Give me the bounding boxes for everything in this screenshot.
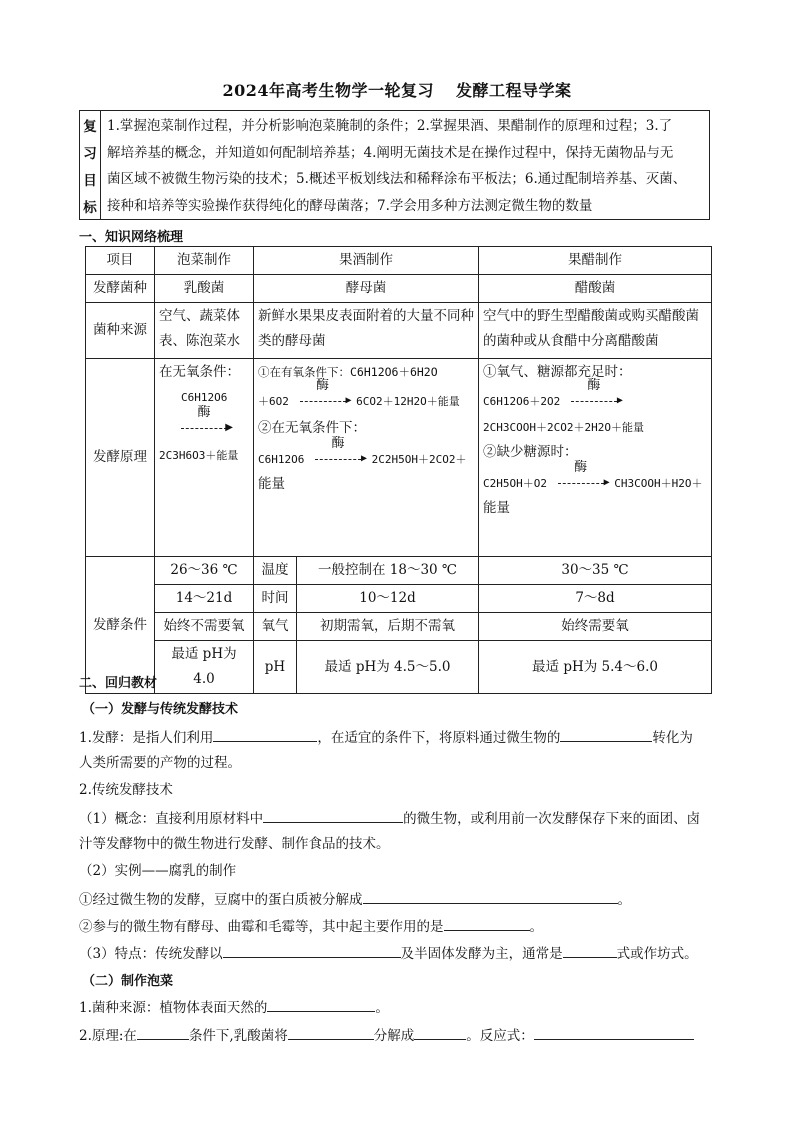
formula: C6H12O6＋2O2 xyxy=(483,395,561,408)
formula: CH3COOH＋H2O＋ xyxy=(614,477,703,490)
fill-blank[interactable] xyxy=(363,888,618,904)
title-sub: 发酵工程导学案 xyxy=(456,81,572,100)
condition-text: 在无氧条件： xyxy=(159,364,240,380)
objectives-line: 接种和培养等实验操作获得纯化的酵母菌落；7.学会用多种方法测定微生物的数量 xyxy=(107,197,593,214)
paragraph-text: （2）实例——腐乳的制作 xyxy=(79,863,237,879)
text: 2.原理:在 xyxy=(79,1028,137,1044)
table-cell-jiu-principle xyxy=(254,359,479,557)
fill-blank[interactable] xyxy=(263,807,403,823)
text: ①经过微生物的发酵，豆腐中的蛋白质被分解成 xyxy=(79,892,363,908)
fill-blank[interactable] xyxy=(444,915,530,931)
table-cell: 14～21d xyxy=(155,585,254,613)
fill-blank[interactable] xyxy=(288,1024,374,1040)
table-cell: 最适 pH为 4.0 xyxy=(155,641,254,694)
paragraph-text: 2.传统发酵技术 xyxy=(79,782,173,798)
page-title xyxy=(0,78,794,101)
table-cell: 温度 xyxy=(254,557,297,585)
table-cell: 乳酸菌 xyxy=(155,275,254,303)
enzyme-arrow: 酶 ▶ xyxy=(181,423,227,435)
text: 及半固体发酵为主，通常是 xyxy=(400,946,563,962)
fill-blank[interactable] xyxy=(563,942,617,958)
objectives-box xyxy=(79,110,710,220)
title-main: 2024年高考生物学一轮复习 xyxy=(222,81,435,100)
table-cell: 最适 pH为 4.5～5.0 xyxy=(297,641,479,694)
table-cell: 氧气 xyxy=(254,613,297,641)
table-row-condition xyxy=(86,585,712,613)
table-cell: 始终不需要氧 xyxy=(155,613,254,641)
table-header: 果酒制作 xyxy=(254,247,479,275)
text: 的微生物，或利用前一次发酵保存下来的面团、卤 xyxy=(403,811,701,827)
text: 。 xyxy=(529,919,543,935)
fill-blank[interactable] xyxy=(414,1024,466,1040)
text: ，在适宜的条件下，将原料通过微生物的 xyxy=(317,730,561,746)
table-cell: 醋酸菌 xyxy=(479,275,712,303)
formula: C6H12O6 xyxy=(258,453,305,466)
enzyme-arrow: 酶 ▶ xyxy=(571,396,617,408)
objectives-label-char: 目 xyxy=(83,172,97,189)
formula: 2C2H5OH＋2CO2＋ xyxy=(371,453,467,466)
fill-blank[interactable] xyxy=(560,726,652,742)
table-cell: 时间 xyxy=(254,585,297,613)
paragraph-features xyxy=(79,942,719,964)
fermentation-table xyxy=(85,246,712,694)
row-label: 发酵菌种 xyxy=(86,275,155,303)
formula: C2H5OH＋O2 xyxy=(483,477,547,490)
table-cell: 30～35 ℃ xyxy=(479,557,712,585)
table-cell: pH xyxy=(254,641,297,694)
table-row-condition xyxy=(86,641,712,694)
text: 条件下,乳酸菌将 xyxy=(188,1028,288,1044)
paragraph-principle xyxy=(79,1024,719,1046)
enzyme-arrow: 酶 ▶ xyxy=(300,396,346,408)
text: 1.菌种来源：植物体表面天然的 xyxy=(79,1000,268,1016)
table-header: 泡菜制作 xyxy=(155,247,254,275)
table-cell: 新鲜水果果皮表面附着的大量不同种类的酵母菌 xyxy=(254,303,479,359)
subsection-heading-2: （二）制作泡菜 xyxy=(82,974,174,989)
table-row-condition xyxy=(86,557,712,585)
condition-text: ②缺少糖源时： xyxy=(483,444,578,460)
formula: 2C3H6O3＋能量 xyxy=(159,449,239,462)
table-cell: 10～12d xyxy=(297,585,479,613)
table-cell: 一般控制在 18～30 ℃ xyxy=(297,557,479,585)
objectives-line: 菌区域不被微生物污染的技术；5.概述平板划线法和稀释涂布平板法；6.通过配制培养基、灭菌、 xyxy=(107,171,687,187)
table-cell-cu-principle xyxy=(479,359,712,557)
paragraph-concept xyxy=(79,807,719,829)
paragraph-text: 汁等发酵物中的微生物进行发酵、制作食品的技术。 xyxy=(79,836,390,852)
table-cell: 26～36 ℃ xyxy=(155,557,254,585)
text: 。 xyxy=(617,892,631,908)
table-cell: 最适 pH为 5.4～6.0 xyxy=(479,641,712,694)
enzyme-arrow: 酶 ▶ xyxy=(315,454,361,466)
objectives-line: 1.掌握泡菜制作过程，并分析影响泡菜腌制的条件；2.掌握果酒、果醋制作的原理和过程；3.了 xyxy=(107,118,673,134)
section-heading-2: 二、回归教材 xyxy=(79,676,158,691)
table-row-strain xyxy=(86,275,712,303)
subsection-heading-1: （一）发酵与传统发酵技术 xyxy=(82,702,239,717)
paragraph-source xyxy=(79,996,719,1018)
objectives-text xyxy=(101,111,709,219)
objectives-label-char: 复 xyxy=(83,118,97,135)
text: （1）概念：直接利用原材料中 xyxy=(79,811,264,827)
fill-blank[interactable] xyxy=(534,1024,694,1040)
fill-blank[interactable] xyxy=(137,1024,189,1040)
formula-tail: 能量 xyxy=(258,476,285,492)
table-cell: 空气中的野生型醋酸菌或购买醋酸菌的菌种或从食醋中分离醋酸菌 xyxy=(479,303,712,359)
text: 转化为 xyxy=(652,730,693,746)
table-row-principle xyxy=(86,359,712,557)
text: （3）特点：传统发酵以 xyxy=(79,946,223,962)
text: 分解成 xyxy=(373,1028,415,1044)
fill-blank[interactable] xyxy=(267,996,375,1012)
objectives-label-char: 标 xyxy=(83,199,97,216)
table-cell: 空气、蔬菜体表、陈泡菜水 xyxy=(155,303,254,359)
table-cell: 7～8d xyxy=(479,585,712,613)
table-row-condition xyxy=(86,613,712,641)
row-label: 菌种来源 xyxy=(86,303,155,359)
paragraph-text: 人类所需要的产物的过程。 xyxy=(79,755,241,771)
fill-blank[interactable] xyxy=(213,726,317,742)
text: 式或作坊式。 xyxy=(616,946,698,962)
table-cell: 酵母菌 xyxy=(254,275,479,303)
enzyme-arrow: 酶 ▶ xyxy=(558,478,604,490)
formula: 2CH3COOH＋2CO2＋2H2O＋能量 xyxy=(483,421,644,434)
table-cell: 始终需要氧 xyxy=(479,613,712,641)
table-cell-pao-principle xyxy=(155,359,254,557)
formula-tail: 能量 xyxy=(483,500,510,516)
fill-blank[interactable] xyxy=(223,942,401,958)
text: ②参与的微生物有酵母、曲霉和毛霉等，其中起主要作用的是 xyxy=(79,919,444,935)
formula: ①在有氧条件下：C6H12O6＋6H2O xyxy=(258,365,438,379)
section-heading-1: 一、知识网络梳理 xyxy=(79,230,184,245)
table-header: 项目 xyxy=(86,247,155,275)
condition-text: ②在无氧条件下： xyxy=(258,420,366,436)
formula: C6H12O6 xyxy=(181,391,228,404)
table-row-source xyxy=(86,303,712,359)
paragraph-fuyu-1 xyxy=(79,888,719,910)
objectives-label-char: 习 xyxy=(83,145,97,162)
text: 。 xyxy=(375,1000,389,1016)
table-header-row xyxy=(86,247,712,275)
objectives-label xyxy=(80,111,101,219)
objectives-line: 解培养基的概念，并知道如何配制培养基；4.阐明无菌技术是在操作过程中，保持无菌物品与无 xyxy=(107,144,674,161)
formula: 6CO2＋12H2O＋能量 xyxy=(356,395,460,408)
table-header: 果醋制作 xyxy=(479,247,712,275)
condition-text: ①氧气、糖源都充足时： xyxy=(483,364,632,380)
table-cell: 初期需氧，后期不需氧 xyxy=(297,613,479,641)
formula: ＋6O2 xyxy=(258,395,289,408)
text: 1.发酵：是指人们利用 xyxy=(79,730,214,746)
text: 。反应式： xyxy=(466,1028,534,1044)
row-label: 发酵条件 xyxy=(86,557,155,694)
row-label: 发酵原理 xyxy=(86,359,155,557)
paragraph-fermentation-def xyxy=(79,726,719,748)
paragraph-fuyu-2 xyxy=(79,915,719,937)
